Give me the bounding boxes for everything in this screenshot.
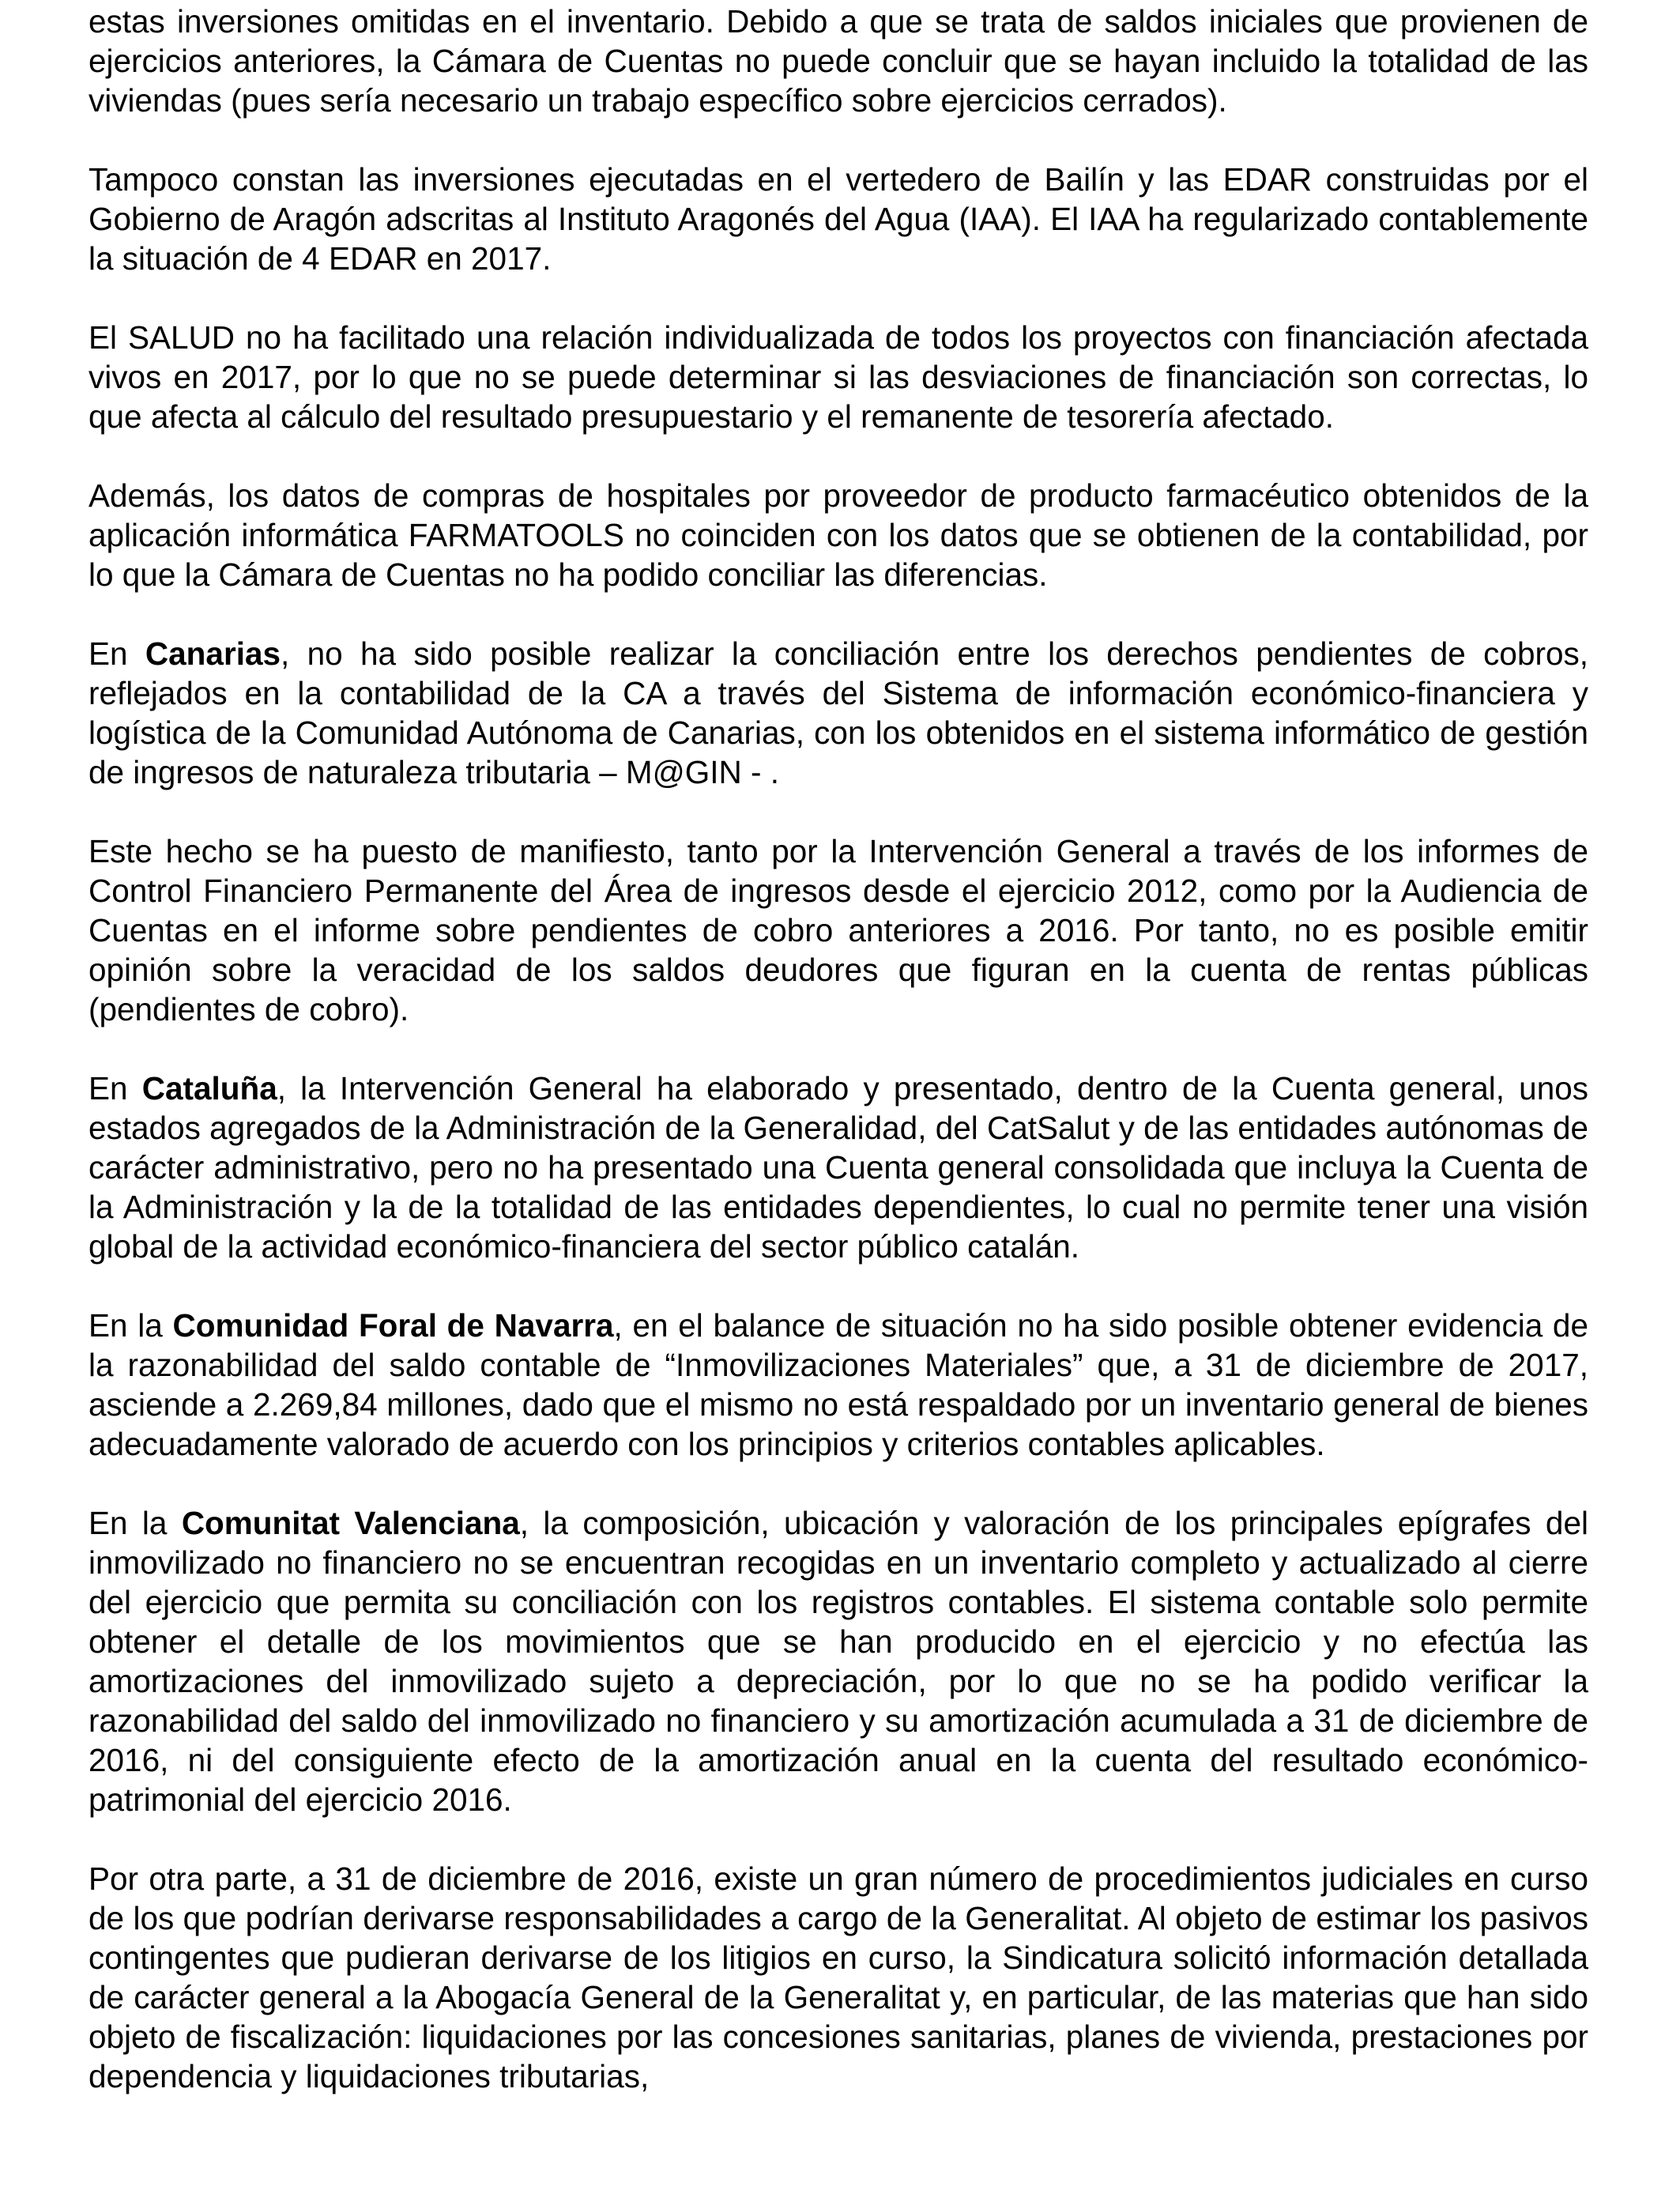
paragraph-text-body: , la composición, ubicación y valoración de los principales epígrafes del inmovilizado no financiero no se encuentran recogidas en un inventario completo y actualizado al cierre del ejercicio que permita su conciliación con los registros contables. El sistema contable solo permite obtener el detalle de los movimientos que se han producido en el ejercicio y no efectúa las amortizaciones del inmovilizado sujeto a depreciación, por lo que no se ha podido verificar la razonabilidad del saldo del inmovilizado no financiero y su amortización acumulada a 31 de diciembre de 2016, ni del consiguiente efecto de la amortización anual en la cuenta del resultado económico-patrimonial del ejercicio 2016. bbox=[89, 1505, 1588, 1818]
paragraph-salud-proyectos bbox=[89, 318, 1588, 436]
paragraph-text-lead: En la bbox=[89, 1505, 182, 1541]
paragraph-procedimientos-judiciales bbox=[89, 1859, 1588, 2096]
region-name-cataluna: Cataluña bbox=[141, 1070, 277, 1106]
paragraph-text: Además, los datos de compras de hospitales por proveedor de producto farmacéutico obtenidos de la aplicación informática FARMATOOLS no coinciden con los datos que se obtienen de la contabilidad, por lo que la Cámara de Cuentas no ha podido conciliar las diferencias. bbox=[89, 477, 1588, 593]
paragraph-text: estas inversiones omitidas en el inventario. Debido a que se trata de saldos iniciales que provienen de ejercicios anteriores, la Cámara de Cuentas no puede concluir que se hayan incluido la totalidad de las viviendas (pues sería necesario un trabajo específico sobre ejercicios cerrados). bbox=[89, 3, 1588, 119]
document-page bbox=[89, 0, 1588, 2096]
paragraph-navarra bbox=[89, 1306, 1588, 1464]
paragraph-text: Este hecho se ha puesto de manifiesto, tanto por la Intervención General a través de los informes de Control Financiero Permanente del Área de ingresos desde el ejercicio 2012, como por la Audiencia de Cuentas en el informe sobre pendientes de cobro anteriores a 2016. Por tanto, no es posible emitir opinión sobre la veracidad de los saldos deudores que figuran en la cuenta de rentas públicas (pendientes de cobro). bbox=[89, 833, 1588, 1027]
paragraph-text: El SALUD no ha facilitado una relación individualizada de todos los proyectos con financiación afectada vivos en 2017, por lo que no se puede determinar si las desviaciones de financiación son correctas, lo que afecta al cálculo del resultado presupuestario y el remanente de tesorería afectado. bbox=[89, 319, 1588, 435]
region-name-navarra: Comunidad Foral de Navarra bbox=[172, 1307, 614, 1344]
paragraph-text-lead: En bbox=[89, 1070, 142, 1106]
region-name-valenciana: Comunitat Valenciana bbox=[181, 1505, 520, 1541]
paragraph-text-lead: En la bbox=[89, 1307, 173, 1344]
paragraph-canarias bbox=[89, 634, 1588, 792]
paragraph-vertedero-bailin bbox=[89, 160, 1588, 278]
paragraph-text-body: , la Intervención General ha elaborado y presentado, dentro de la Cuenta general, unos estados agregados de la Administración de la Generalidad, del CatSalut y de las entidades autónomas de carácter administrativo, pero no ha presentado una Cuenta general consolidada que incluya la Cuenta de la Administración y la de la totalidad de las entidades dependientes, lo cual no permite tener una visión global de la actividad económico-financiera del sector público catalán. bbox=[89, 1070, 1588, 1265]
region-name-canarias: Canarias bbox=[145, 635, 281, 672]
paragraph-text: Por otra parte, a 31 de diciembre de 2016, existe un gran número de procedimientos judiciales en curso de los que podrían derivarse responsabilidades a cargo de la Generalitat. Al objeto de estimar los pasivos contingentes que pudieran derivarse de los litigios en curso, la Sindicatura solicitó información detallada de carácter general a la Abogacía General de la Generalitat y, en particular, de las materias que han sido objeto de fiscalización: liquidaciones por las concesiones sanitarias, planes de vivienda, prestaciones por dependencia y liquidaciones tributarias, bbox=[89, 1860, 1588, 2094]
paragraph-inventario-viviendas bbox=[89, 2, 1588, 120]
paragraph-control-financiero bbox=[89, 831, 1588, 1029]
paragraph-cataluna bbox=[89, 1069, 1588, 1266]
paragraph-farmatools bbox=[89, 476, 1588, 594]
paragraph-text: Tampoco constan las inversiones ejecutadas en el vertedero de Bailín y las EDAR construidas por el Gobierno de Aragón adscritas al Instituto Aragonés del Agua (IAA). El IAA ha regularizado contablemente la situación de 4 EDAR en 2017. bbox=[89, 161, 1588, 277]
paragraph-text-body: , en el balance de situación no ha sido posible obtener evidencia de la razonabilidad del saldo contable de “Inmovilizaciones Materiales” que, a 31 de diciembre de 2017, asciende a 2.269,84 millones, dado que el mismo no está respaldado por un inventario general de bienes adecuadamente valorado de acuerdo con los principios y criterios contables aplicables. bbox=[89, 1307, 1588, 1462]
paragraph-text-body: , no ha sido posible realizar la conciliación entre los derechos pendientes de cobros, reflejados en la contabilidad de la CA a través del Sistema de información económico-financiera y logística de la Comunidad Autónoma de Canarias, con los obtenidos en el sistema informático de gestión de ingresos de naturaleza tributaria – M@GIN - . bbox=[89, 635, 1588, 790]
paragraph-text-lead: En bbox=[89, 635, 145, 672]
paragraph-valenciana bbox=[89, 1503, 1588, 1819]
